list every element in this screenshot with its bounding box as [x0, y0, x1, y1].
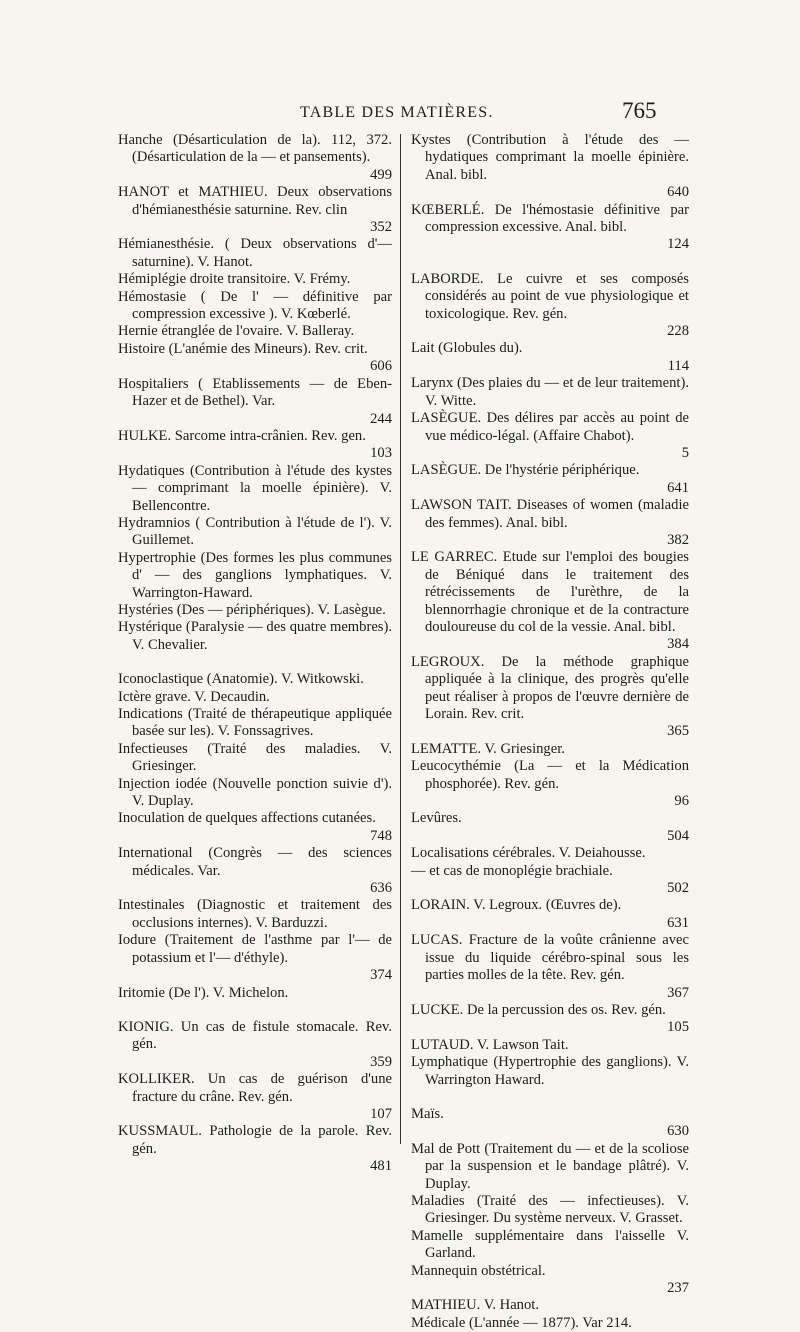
running-title: TABLE DES MATIÈRES.	[300, 104, 494, 121]
index-entry: LUCKE. De la percussion des os. Rev. gén. 105	[411, 1001, 689, 1036]
index-entry: Hanche (Désarticulation de la). 112, 372. (Désarticulation de la — et pansements). 499	[118, 132, 392, 183]
column-divider	[400, 134, 401, 1144]
index-entry: Maïs. 630	[411, 1105, 689, 1140]
index-entry: Levûres. 504	[411, 810, 689, 844]
index-entry: KIONIG. Un cas de fistule stomacale. Rev. gén. 359	[118, 1018, 392, 1070]
index-entry: LAWSON TAIT. Diseases of women (maladie des femmes). Anal. bibl. 382	[411, 497, 689, 548]
index-entry: HANOT et MATHIEU. Deux observations d'hémianesthésie saturnine. Rev. clin 352	[118, 184, 392, 236]
index-entry: LASÈGUE. De l'hystérie périphérique. 641	[411, 462, 689, 496]
index-entry: LABORDE. Le cuivre et ses composés considérés au point de vue physiologique et toxicologique. Rev. gén. 228	[411, 270, 689, 340]
index-entry: Lait (Globules du). 114	[411, 340, 689, 374]
index-entry: Hémianesthésie. ( Deux observations d'— saturnine). V. Hanot.	[118, 236, 392, 270]
index-entry: LASÈGUE. Des délires par accès au point de vue médico-légal. (Affaire Chabot). 5	[411, 410, 689, 461]
index-entry: KUSSMAUL. Pathologie de la parole. Rev. gén. 481	[118, 1123, 392, 1175]
index-entry: LE GARREC. Etude sur l'emploi des bougies de Béniqué dans le traitement des rétrécissements de l'urèthre, de la blennorrhagie chronique et de la contracture douloureuse du col de la vessie. Anal. bibl. 384	[411, 549, 689, 653]
index-entry: Hydramnios ( Contribution à l'étude de l'). V. Guillemet.	[118, 514, 392, 549]
section-gap	[411, 1089, 689, 1106]
index-entry: MATHIEU. V. Hanot.	[411, 1297, 539, 1314]
index-entry: Médicale (L'année — 1877). Var 214.	[411, 1314, 632, 1331]
index-entry: Iconoclastique (Anatomie). V. Witkowski.	[118, 671, 364, 688]
index-entry: Indications (Traité de thérapeutique appliquée basée sur les). V. Fonssagrives.	[118, 706, 392, 740]
index-entry: Iodure (Traitement de l'asthme par l'— de potassium et l'— d'éthyle). 374	[118, 932, 392, 984]
index-entry: Kystes (Contribution à l'étude des — hydatiques comprimant la moelle épinière. Anal. bibl. 640	[411, 132, 689, 201]
index-entry: Intestinales (Diagnostic et traitement des occlusions internes). V. Barduzzi.	[118, 897, 392, 931]
index-entry: Hypertrophie (Des formes les plus communes d' — des ganglions lymphatiques. V. Warrington-Haward.	[118, 549, 392, 601]
index-entry: LUCAS. Fracture de la voûte crânienne avec issue du liquide cérébro-spinal sous les parties molles de la tête. Rev. gén. 367	[411, 932, 689, 1001]
index-entry: Hémiplégie droite transitoire. V. Frémy.	[118, 271, 351, 288]
left-column	[118, 132, 392, 1176]
index-entry: HULKE. Sarcome intra-crânien. Rev. gen. 103	[118, 427, 392, 462]
index-entry: Injection iodée (Nouvelle ponction suivie d'). V. Duplay.	[118, 775, 392, 810]
index-entry: Localisations cérébrales. V. Deiahousse.	[411, 845, 646, 862]
index-entry: Histoire (L'anémie des Mineurs). Rev. crit. 606	[118, 340, 392, 375]
index-entry: LORAIN. V. Legroux. (Œuvres de). 631	[411, 897, 689, 931]
index-entry: Larynx (Des plaies du — et de leur traitement). V. Witte.	[411, 375, 689, 409]
right-column	[411, 132, 689, 1332]
index-entry: Mal de Pott (Traitement du — et de la scoliose par la suspension et le bandage plâtré). V. Duplay.	[411, 1140, 689, 1192]
index-entry: Mannequin obstétrical. 237	[411, 1262, 689, 1296]
index-entry: Mamelle supplémentaire dans l'aisselle V. Garland.	[411, 1227, 689, 1262]
index-entry: Hystérique (Paralysie — des quatre membres). V. Chevalier.	[118, 619, 392, 653]
index-entry: KOLLIKER. Un cas de guérison d'une fracture du crâne. Rev. gén. 107	[118, 1071, 392, 1122]
index-entry: LUTAUD. V. Lawson Tait.	[411, 1036, 569, 1053]
index-entry: Maladies (Traité des — infectieuses). V. Griesinger. Du système nerveux. V. Grasset.	[411, 1192, 689, 1227]
index-entry: LEMATTE. V. Griesinger.	[411, 740, 565, 757]
index-entry: — et cas de monoplégie brachiale. 502	[411, 862, 689, 897]
index-entry: KŒBERLÉ. De l'hémostasie définitive par compression excessive. Anal. bibl. 124	[411, 201, 689, 253]
index-entry: Iritomie (De l'). V. Michelon.	[118, 984, 289, 1001]
index-entry: Hémostasie ( De l' — définitive par compression excessive ). V. Kœberlé.	[118, 288, 392, 323]
index-entry: Inoculation de quelques affections cutanées. 748	[118, 810, 392, 844]
page-header	[0, 98, 800, 128]
page-number: 765	[622, 98, 657, 123]
index-entry: Ictère grave. V. Decaudin.	[118, 688, 270, 705]
index-entry: Lymphatique (Hypertrophie des ganglions). V. Warrington Haward.	[411, 1054, 689, 1088]
index-entry: LEGROUX. De la méthode graphique appliquée à la clinique, des progrès qu'elle peut réaliser à propos de l'œuvre dernière de Lorain. Rev. crit. 365	[411, 653, 689, 740]
index-entry: International (Congrès — des sciences médicales. Var. 636	[118, 845, 392, 897]
index-entry: Hernie étranglée de l'ovaire. V. Balleray.	[118, 323, 355, 340]
index-entry: Infectieuses (Traité des maladies. V. Griesinger.	[118, 740, 392, 775]
index-entry: Hospitaliers ( Etablissements — de Eben-Hazer et de Bethel). Var. 244	[118, 375, 392, 427]
section-gap	[118, 1002, 392, 1019]
index-entry: Leucocythémie (La — et la Médication phosphorée). Rev. gén. 96	[411, 758, 689, 810]
section-gap	[411, 254, 689, 271]
index-entry: Hystéries (Des — périphériques). V. Lasègue.	[118, 601, 386, 618]
section-gap	[118, 654, 392, 671]
index-entry: Hydatiques (Contribution à l'étude des kystes — comprimant la moelle épinière). V. Bellencontre.	[118, 462, 392, 514]
